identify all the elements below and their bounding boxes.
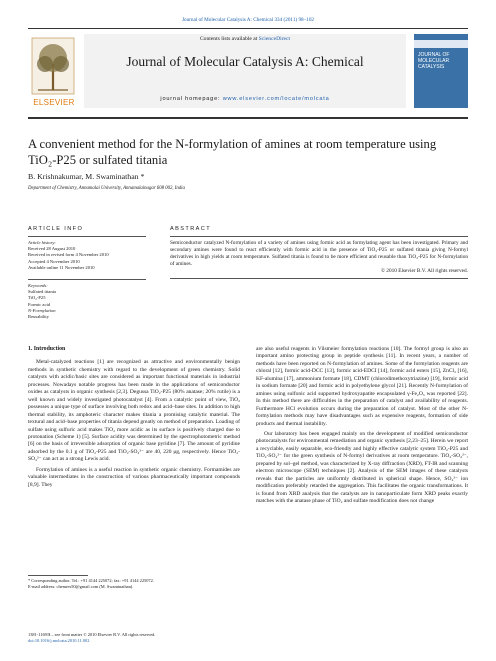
email-address[interactable]: E-mail address: chemres50@gmail.com (M. Swaminathan).: [28, 584, 134, 589]
abstract-label: ABSTRACT: [170, 226, 212, 232]
section-heading: 1. Introduction: [28, 346, 66, 352]
body-paragraph: Metal-catalyzed reactions [1] are recognized as attractive and environmentally benign methods in synthetic chemistry with regard to the development of green chemistry. Solid catalysts with acidic/basic sites are considered as important functional materials in industrial processes. Nowadays notable progress has been made in the applications of semiconductor oxides as catalysts in organic synthesis [2,3]. Degussa TiO₂-P25 (80% anatase; 20% rutile) is a well known and widely investigated photocatalyst [4]. From a catalytic point of view, TiO₂ possesses a unique type of surface involving both redox and acid–base sites. In addition to high thermal stability, its amphoteric character makes titania a promising catalytic material. The textural and acid–base properties of titania depend greatly on method of preparation. Loading of sulfate using sulfuric acid makes TiO₂ more acidic as its surface is positively charged due to protonation (Scheme 1) [5]. Surface acidity was determined by the spectrophotometric method [6] on the basis of irreversible adsorption of organic base pyridine [7]. The amount of pyridine adsorbed by the 0.1 g of TiO₂-P25 and TiO₂-SO₄²⁻ are 40, 220 μg, respectively. Hence TiO₂-SO₄²⁻ can act as a strong Lewis acid.: [28, 359, 240, 463]
cover-line: MOLECULAR: [418, 58, 450, 64]
article-info-label: ARTICLE INFO: [28, 226, 84, 232]
issn-line: 1381-1169/$ – see front matter © 2010 Elsevier B.V. All rights reserved.: [28, 632, 156, 637]
keywords-heading: Keywords:: [28, 283, 48, 289]
info-divider: [28, 236, 146, 237]
contents-line: [84, 36, 406, 42]
body-paragraph: are also useful reagents in Vilsmeier formylation reactions [10]. The formyl group is also an important amino protecting group in peptide synthesis [11]. In recent years, a number of methods have been reported on N-formylation of amines. Some of the formylation reagents are chloral [12], formic acid-DCC [13], formic acid-EDCI [14], formic acid esters [15], ZnCl₂ [16], KF-alumina [17], ammonium formate [18], CDMT (chlorodimethoxytriazine) [19], formic acid in sodium formate [20] and formic acid in polyethylene glycol [21]. Recently N-formylation of amines using sulfonic acid supported hydroxyapatite encapsulated γ-Fe₂O₃ was reported [22]. In this method there are difficulties in the preparation of catalyst and availability of reagents. Furthermore HCl evolution occurs during the preparation of catalyst. Most of the other N-formylation methods may have disadvantages such as expensive reagents, formation of side products and thermal instability.: [256, 346, 468, 427]
abstract-end-divider: [170, 278, 468, 279]
article-info: [28, 226, 146, 320]
masthead-divider: [28, 117, 468, 119]
body-right-column: [256, 346, 468, 509]
copyright: © 2010 Elsevier B.V. All rights reserved.: [380, 268, 468, 274]
masthead: [28, 34, 468, 116]
footnote-rule: [28, 575, 88, 576]
title-line: TiO₂-P25 or sulfated titania: [28, 153, 168, 168]
keyword: Reusability: [28, 314, 49, 320]
affiliation: Department of Chemistry, Annamalai University, Annamalainagar 608 002, India: [28, 186, 185, 191]
history-heading: Article history:: [28, 240, 56, 245]
footnote: [28, 578, 240, 590]
authors: B. Krishnakumar, M. Swaminathan *: [28, 172, 145, 181]
contents-prefix: Contents lists available at: [199, 36, 258, 42]
bottom-meta: [28, 632, 155, 644]
contents-box: [84, 34, 406, 108]
body-paragraph: Our laboratory has been engaged mainly on the development of modified semiconductor photocatalysts for environmental remediation and organic synthesis [2,23–25]. Herein we report a recyclable, easily separable, eco-friendly and highly effective catalytic system TiO₂-P25 and TiO₂-SO₄²⁻ for the green synthesis of N-formyl derivatives at room temperature. TiO₂-SO₄²⁻, prepared by sol–gel method, was characterized by X-ray diffraction (XRD), FT-IR and scanning electron microscope (SEM) techniques [2]. Analysis of the SEM images of these catalysts reveals that the particles are uniformly distributed in spherical shape. Hence, SO₄²⁻ ion modification preferably retarded the aggregation. This facilitates the organic transformations. It is found from XRD analysis that the catalysts are in nanoparticulate form XRD peaks exactly matches with the anatase phase of TiO₂ and sulfate modification does not change: [256, 430, 468, 505]
journal-cover-thumbnail[interactable]: [414, 34, 468, 108]
homepage-prefix: journal homepage:: [160, 96, 221, 102]
doi-link[interactable]: doi:10.1016/j.molcata.2010.11.002: [28, 638, 90, 643]
cover-line: CATALYSIS: [418, 64, 445, 70]
history-item: Available online 11 November 2010: [28, 264, 95, 270]
homepage-link[interactable]: www.elsevier.com/locate/molcata: [222, 96, 330, 102]
keyword: TiO₂-P25: [28, 295, 46, 301]
keywords-divider: [28, 279, 146, 280]
journal-title: Journal of Molecular Catalysis A: Chemical: [126, 54, 364, 69]
body-left-column: [28, 346, 240, 492]
sciencedirect-link[interactable]: ScienceDirect: [258, 36, 291, 42]
elsevier-tree-logo: [28, 34, 78, 108]
cover-title: [418, 52, 449, 70]
history-item: Received in revised form 4 November 2010: [28, 252, 109, 258]
top-citation[interactable]: Journal of Molecular Catalysis A: Chemical 334 (2011) 98–102: [181, 17, 315, 23]
history-item: Received 28 August 2010: [28, 246, 76, 252]
history-item: Accepted 4 November 2010: [28, 258, 80, 264]
keyword: N-Formylation: [28, 307, 56, 313]
title-line: A convenient method for the N-formylation of amines at room temperature using: [28, 137, 437, 151]
abstract-divider: [170, 236, 468, 237]
abstract-text: Semiconductor catalyzed N-formylation of a variety of amines using formic acid as formylating agent has been investigated. Primary and secondary amines were found to react efficiently with formic acid in the presence of TiO₂-P25 or sulfated titania giving N-formyl derivatives in high yields at room temperature. Sulfated titania is found to be more efficient and reusable than TiO₂-P25 for N-formylation of amines.: [170, 240, 468, 267]
keyword: Formic acid: [28, 301, 51, 307]
abstract: [170, 226, 468, 279]
corresponding-author: * Corresponding author. Tel.: +91 4144 225072; fax: +91 4144 225072.: [28, 578, 154, 583]
article-title: [28, 136, 468, 169]
header-divider: [28, 28, 468, 29]
homepage-line: [84, 96, 406, 102]
cover-line: JOURNAL OF: [418, 52, 450, 58]
cover-band: [414, 40, 468, 48]
body-paragraph: Formylation of amines is a useful reaction in synthetic organic chemistry. Formamides are valuable intermediates in the construction of various pharmaceutically important compounds [8,9]. They: [28, 466, 240, 488]
keyword: Sulfated titania: [28, 289, 56, 295]
publisher-name: ELSEVIER: [33, 98, 75, 107]
